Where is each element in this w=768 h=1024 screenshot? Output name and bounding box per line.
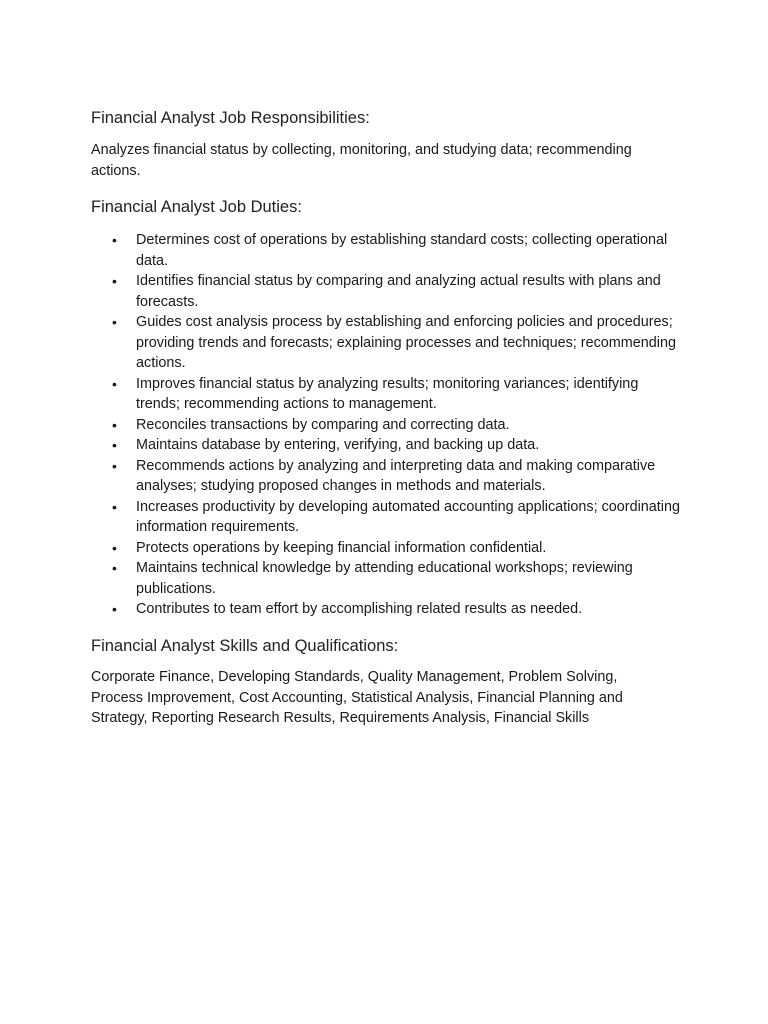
duty-list-item xyxy=(0,538,680,559)
duty-text: Recommends actions by analyzing and interpreting data and making comparative analyses; studying proposed changes in methods and materials. xyxy=(136,457,656,494)
bullet-icon: • xyxy=(112,539,117,556)
skills-heading: Financial Analyst Skills and Qualifications: xyxy=(91,637,399,655)
duty-list-item xyxy=(0,435,680,456)
bullet-icon: • xyxy=(112,601,117,617)
duty-text: Contributes to team effort by accomplishing related results as needed. xyxy=(136,601,583,617)
duty-list-item xyxy=(0,271,680,312)
duty-list-item xyxy=(0,456,680,497)
duty-text: Determines cost of operations by establishing standard costs; collecting operational data. xyxy=(136,232,668,269)
duty-text: Maintains technical knowledge by attending educational workshops; reviewing publications. xyxy=(136,560,633,597)
bullet-icon: • xyxy=(112,375,117,392)
bullet-icon: • xyxy=(112,437,117,453)
duty-text: Identifies financial status by comparing and analyzing actual results with plans and forecasts. xyxy=(136,273,661,310)
duty-list-item xyxy=(0,599,680,620)
bullet-icon: • xyxy=(112,457,117,474)
duty-text: Increases productivity by developing automated accounting applications; coordinating information requirements. xyxy=(136,498,680,535)
bullet-icon: • xyxy=(112,273,117,289)
bullet-icon: • xyxy=(112,416,117,433)
duty-text: Protects operations by keeping financial information confidential. xyxy=(136,539,547,556)
duties-heading: Financial Analyst Job Duties: xyxy=(91,198,302,216)
duty-list-item xyxy=(0,230,680,271)
bullet-icon: • xyxy=(112,560,117,576)
responsibilities-text: Analyzes financial status by collecting, monitoring, and studying data; recommending actions. xyxy=(91,142,632,179)
duty-text: Guides cost analysis process by establishing and enforcing policies and procedures; providing trends and forecasts; explaining processes and techniques; recommending actions. xyxy=(136,314,676,371)
duty-list-item xyxy=(0,558,680,599)
bullet-icon: • xyxy=(112,232,117,248)
bullet-icon: • xyxy=(112,314,117,330)
duty-list-item xyxy=(0,415,680,436)
duty-text: Improves financial status by analyzing results; monitoring variances; identifying trends; recommending actions to management. xyxy=(136,375,639,412)
responsibilities-heading: Financial Analyst Job Responsibilities: xyxy=(91,109,370,127)
duty-list-item xyxy=(0,312,680,374)
duty-list-item xyxy=(0,374,680,415)
duty-list-item xyxy=(0,497,680,538)
duty-text: Maintains database by entering, verifying, and backing up data. xyxy=(136,437,540,453)
duties-list xyxy=(0,230,680,620)
skills-text: Corporate Finance, Developing Standards, Quality Management, Problem Solving, Process Improvement, Cost Accounting, Statistical Analysis, Financial Planning and Strategy, Reporting Research Results, Requirements Analysis, Financial Skills xyxy=(91,669,623,726)
bullet-icon: • xyxy=(112,498,117,515)
duty-text: Reconciles transactions by comparing and correcting data. xyxy=(136,416,510,433)
